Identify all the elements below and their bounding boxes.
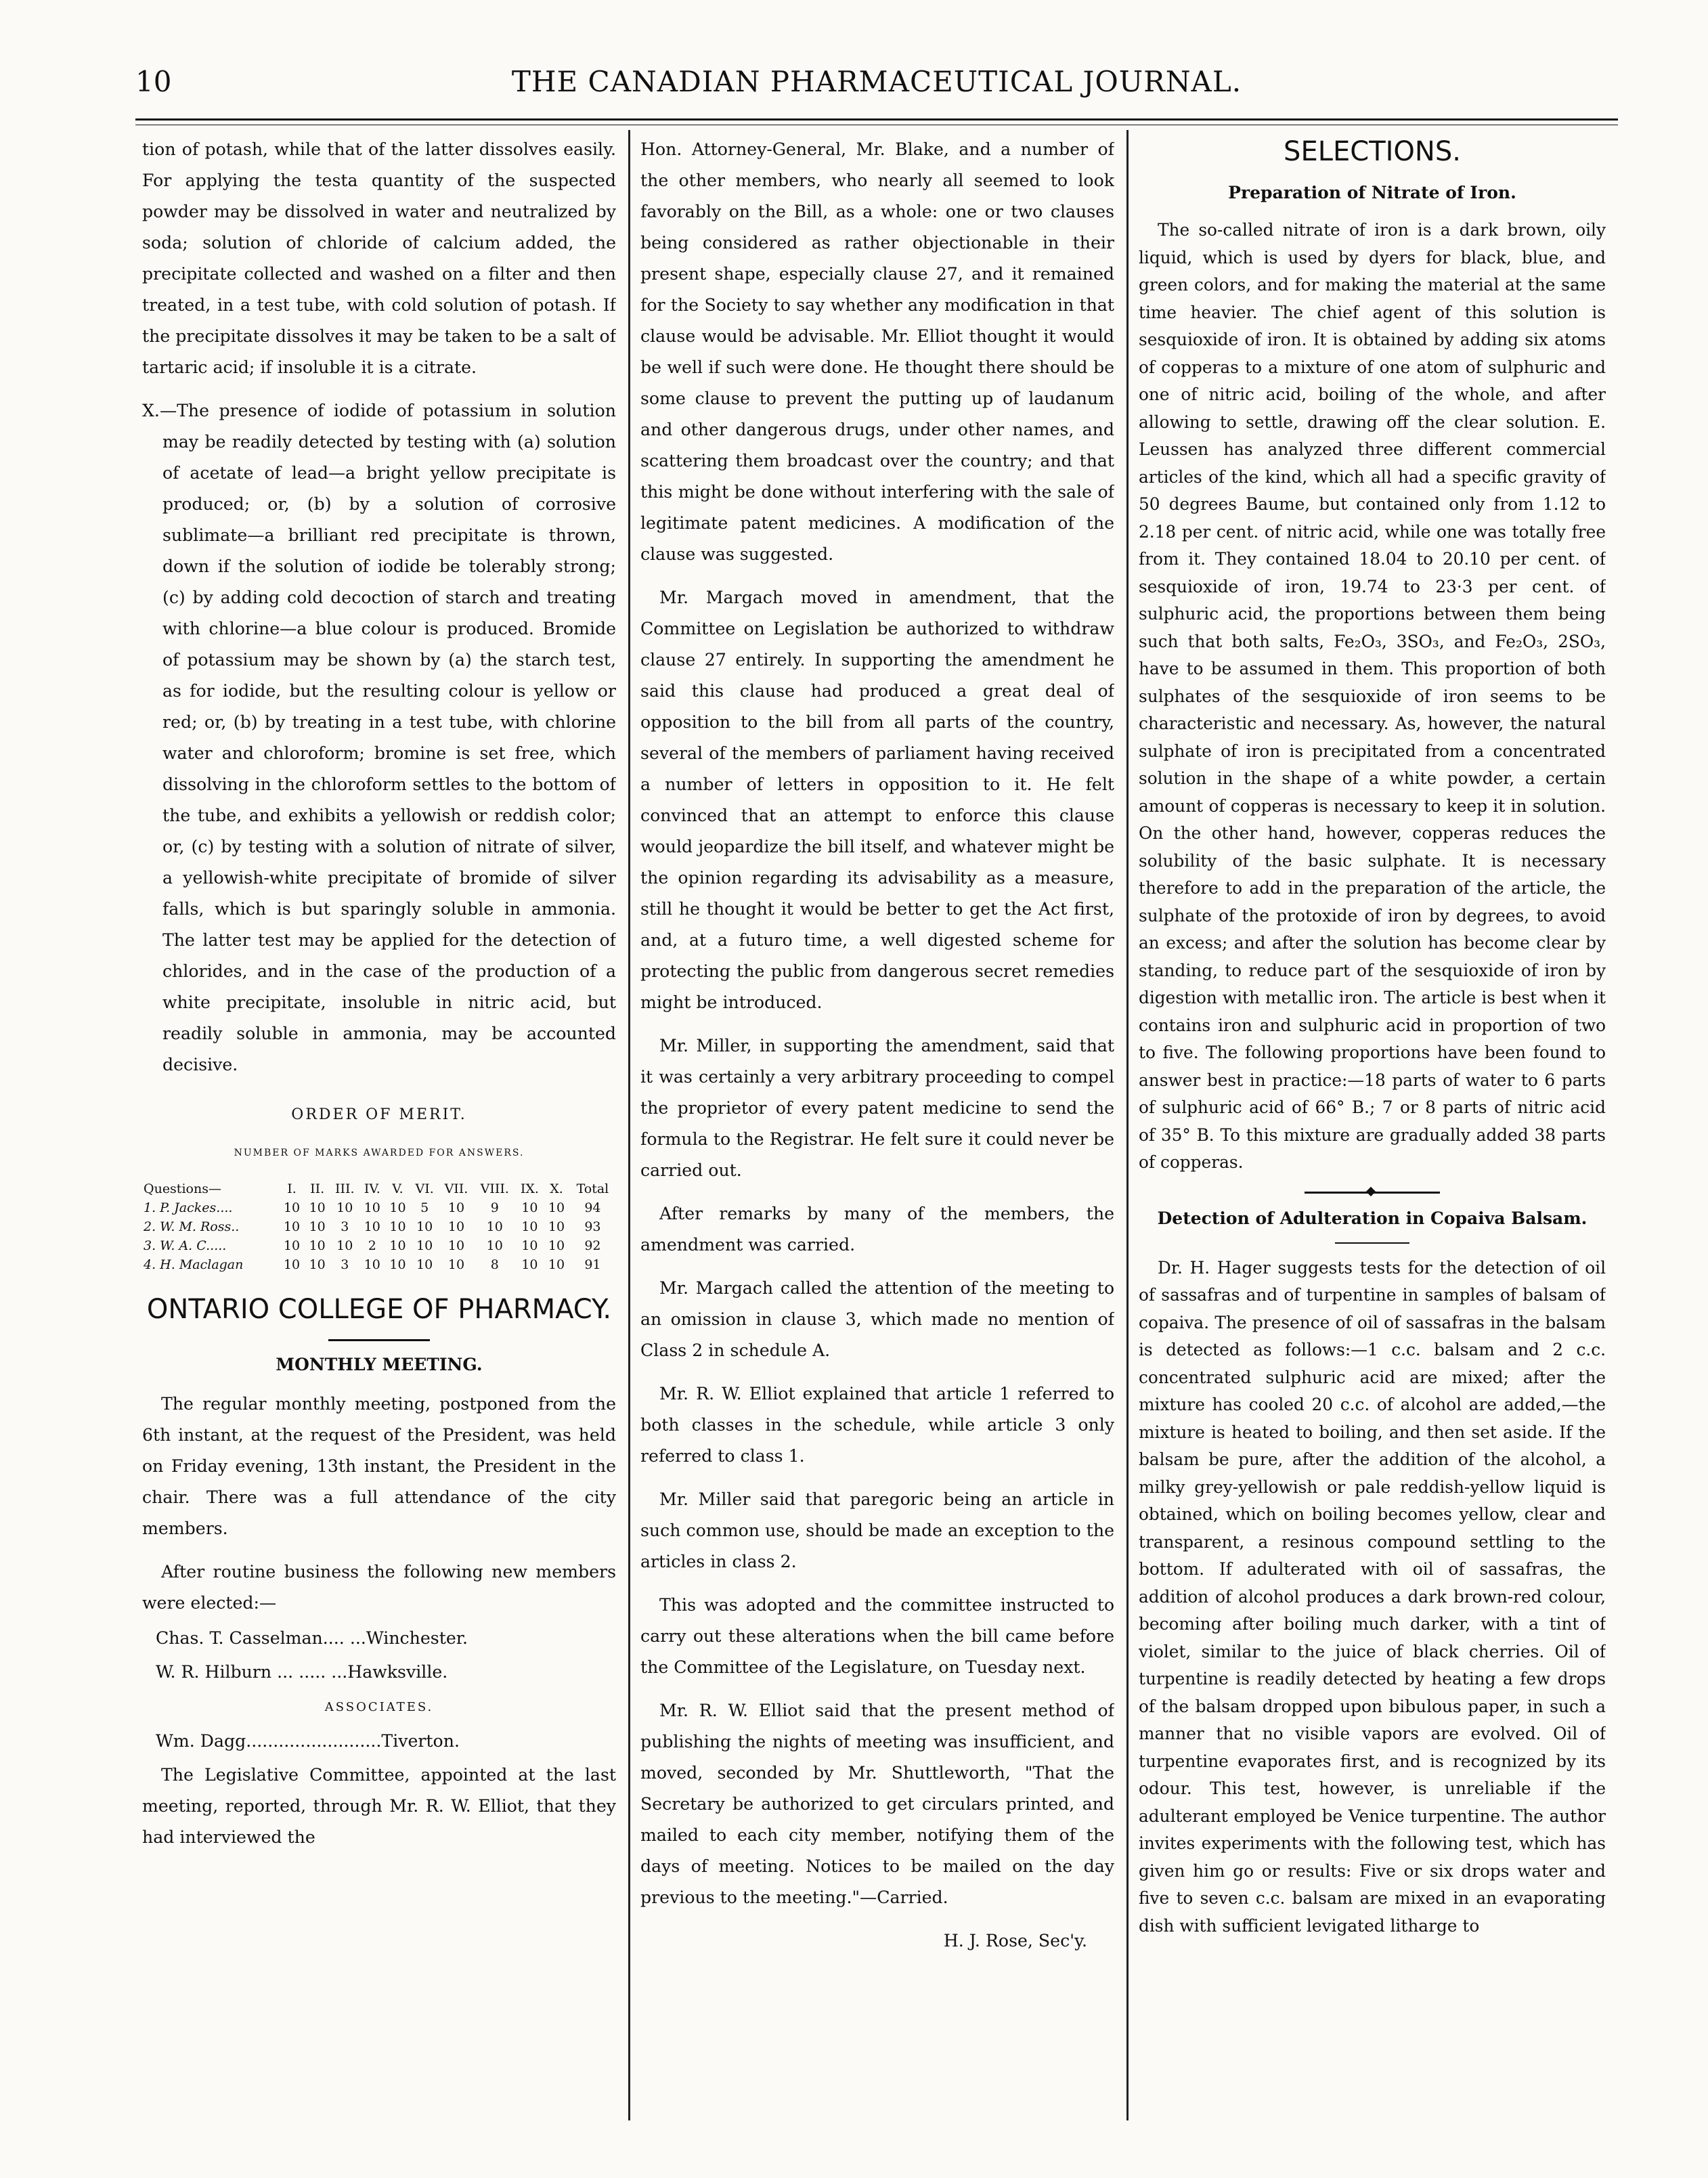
paragraph: The regular monthly meeting, postponed from the 6th instant, at the request of the President, was held on Friday evening, 13th instant, the President in the chair. There was a full attendance of the city members. (142, 1394, 616, 1538)
merit-score: 10 (521, 1200, 538, 1215)
merit-candidate: 4. H. Maclagan (144, 1257, 244, 1272)
member-name: Chas. T. Casselman.... (156, 1628, 345, 1648)
paragraph: X.—The presence of iodide of potassium in solution may be readily detected by testing with (a) solution of acetate of lead—a bright yellow precipitate is produced; or, (b) by a solution of corrosive sublimate—a brilliant red precipitate is thrown, down if the solution of iodide be tolerably strong; (c) by adding cold decoction of starch and treating with chlorine—a blue colour is produced. Bromide of potassium may be shown by (a) the starch test, as for iodide, but the resulting colour is yellow or red; or, (b) by treating in a test tube, with chlorine water and chloroform; bromine is set free, which dissolving in the chloroform settles to the bottom of the tube, and exhibits a yellowish or reddish color; or, (c) by testing with a solution of nitrate of silver, a yellowish-white precipitate of bromide of silver falls, which is but sparingly soluble in ammonia. The latter test may be applied for the detection of chlorides, and in the case of the production of a white precipitate, insoluble in nitric acid, but readily soluble in ammonia, may be accounted decisive. (142, 401, 616, 1074)
merit-score: 5 (420, 1200, 429, 1215)
college-heading: ONTARIO COLLEGE OF PHARMACY. (146, 1294, 612, 1325)
paragraph: Mr. R. W. Elliot said that the present method of publishing the nights of meeting was insufficient, and moved, seconded by Mr. Shuttleworth, "That the Secretary be authorized to get circulars printed, and mailed to each city member, notifying them of the days of meeting. Notices to be mailed on the day previous to the meeting."—Carried. (640, 1701, 1114, 1907)
header-rule-top (135, 118, 1618, 121)
member-entry (156, 1623, 616, 1654)
associate-place: Tiverton. (381, 1731, 460, 1751)
member-name: W. R. Hilburn ... ..... (156, 1662, 326, 1682)
merit-header-cell: III. (334, 1181, 355, 1196)
paragraph: After remarks by many of the members, the amendment was carried. (640, 1204, 1114, 1255)
merit-candidate: 2. W. M. Ross.. (144, 1219, 240, 1234)
column-middle (640, 134, 1114, 2151)
page-header (135, 65, 1618, 112)
article-title: Preparation of Nitrate of Iron. (1228, 183, 1516, 202)
merit-score: 10 (548, 1257, 565, 1272)
paragraph: tion of potash, while that of the latter dissolves easily. For applying the testa quantity of the suspected powder may be dissolved in water and neutralized by soda; solution of chloride of calcium added, the precipitate collected and washed on a filter and then treated, in a test tube, with cold solution of potash. If the precipitate dissolves it may be taken to be a salt of tartaric acid; if insoluble it is a citrate. (142, 139, 616, 377)
merit-score: 10 (309, 1257, 326, 1272)
merit-header-cell: II. (310, 1181, 325, 1196)
merit-score: 10 (447, 1238, 465, 1253)
merit-score: 10 (336, 1200, 353, 1215)
merit-title: ORDER OF MERIT. (291, 1106, 467, 1123)
merit-score: 10 (364, 1257, 380, 1272)
journal-title: THE CANADIAN PHARMACEUTICAL JOURNAL. (511, 65, 1242, 98)
merit-row (142, 1236, 616, 1255)
paragraph: The Legislative Committee, appointed at the last meeting, reported, through Mr. R. W. Elliot, that they had interviewed the (142, 1765, 616, 1847)
merit-score: 3 (341, 1219, 349, 1234)
merit-score: 10 (521, 1219, 538, 1234)
article-title: Detection of Adulteration in Copaiva Balsam. (1157, 1208, 1587, 1228)
merit-score: 10 (447, 1219, 465, 1234)
merit-score: 3 (341, 1257, 349, 1272)
merit-score: 94 (584, 1200, 601, 1215)
merit-header-cell: V. (392, 1181, 403, 1196)
merit-score: 10 (309, 1219, 326, 1234)
merit-candidate: 3. W. A. C..... (144, 1238, 227, 1253)
merit-score: 10 (548, 1200, 565, 1215)
column-left (142, 134, 616, 2151)
merit-table (142, 1179, 616, 1274)
merit-score: 10 (389, 1238, 406, 1253)
merit-row (142, 1198, 616, 1217)
merit-score: 10 (364, 1219, 380, 1234)
merit-header-cell: I. (287, 1181, 297, 1196)
merit-score: 91 (584, 1257, 601, 1272)
merit-header-cell: Questions— (144, 1181, 221, 1196)
merit-score: 10 (389, 1257, 406, 1272)
merit-score: 92 (584, 1238, 601, 1253)
merit-score: 10 (309, 1200, 326, 1215)
divider (328, 1339, 430, 1341)
page-number: 10 (135, 65, 172, 98)
merit-score: 10 (389, 1219, 406, 1234)
merit-score: 10 (416, 1238, 433, 1253)
merit-score: 10 (548, 1238, 565, 1253)
merit-row (142, 1255, 616, 1274)
merit-header-cell: IX. (520, 1181, 539, 1196)
member-place: ...Winchester. (349, 1628, 468, 1648)
merit-score: 8 (490, 1257, 499, 1272)
column-divider-2 (1126, 130, 1129, 2120)
merit-header-cell: VII. (444, 1181, 468, 1196)
merit-score: 10 (447, 1200, 465, 1215)
paragraph: Mr. Margach called the attention of the meeting to an omission in clause 3, which made no mention of Class 2 in schedule A. (640, 1278, 1114, 1360)
merit-subtitle: NUMBER OF MARKS AWARDED FOR ANSWERS. (234, 1148, 525, 1158)
merit-score: 10 (416, 1219, 433, 1234)
column-right (1139, 134, 1606, 2151)
paragraph: Hon. Attorney-General, Mr. Blake, and a number of the other members, who nearly all seemed to look favorably on the Bill, as a whole: one or two clauses being considered as rather objectionable in their present shape, especially clause 27, and it remained for the Society to say whether any modification in that clause would be advisable. Mr. Elliot thought it would be well if such were done. He thought there should be some clause to prevent the putting up of laudanum and other dangerous drugs, under other names, and scattering them broadcast over the country; and that this might be done without interfering with the sale of legitimate patent medicines. A modification of the clause was suggested. (640, 139, 1114, 564)
merit-header-cell: X. (550, 1181, 563, 1196)
merit-score: 10 (447, 1257, 465, 1272)
merit-score: 10 (283, 1238, 301, 1253)
merit-header-cell: IV. (364, 1181, 380, 1196)
merit-row (142, 1217, 616, 1236)
paragraph: Mr. Miller said that paregoric being an article in such common use, should be made an exception to the articles in class 2. (640, 1489, 1114, 1571)
merit-score: 10 (336, 1238, 353, 1253)
merit-score: 10 (416, 1257, 433, 1272)
member-place: ...Hawksville. (331, 1662, 448, 1682)
merit-score: 9 (490, 1200, 499, 1215)
paragraph: After routine business the following new members were elected:— (142, 1562, 616, 1613)
merit-score: 10 (283, 1219, 301, 1234)
paragraph: Mr. Margach moved in amendment, that the Committee on Legislation be authorized to withdraw clause 27 entirely. In supporting the amendment he said this clause had produced a great deal of opposition to the bill from all parts of the country, several of the members of parliament having received a number of letters in opposition to it. He felt convinced that an attempt to enforce this clause would jeopardize the bill itself, and whatever might be the opinion regarding its advisability as a measure, still he thought it would be better to get the Act first, and, at a futuro time, a well digested scheme for protecting the public from dangerous secret remedies might be introduced. (640, 588, 1114, 1012)
paragraph: The so-called nitrate of iron is a dark brown, oily liquid, which is used by dyers for black, blue, and green colors, and for making the material at the same time heavier. The chief agent of this solution is sesquioxide of iron. It is obtained by adding six atoms of copperas to a mixture of one atom of sulphuric and one of nitric acid, boiling of the whole, and after allowing to settle, drawing off the clear solution. E. Leussen has analyzed three different commercial articles of the kind, which all had a specific gravity of 50 degrees Baume, but contained only from 1.12 to 2.18 per cent. of nitric acid, while one was totally free from it. They contained 18.04 to 20.10 per cent. of sesquioxide of iron, 19.74 to 23·3 per cent. of sulphuric acid, the proportions between them being such that both salts, Fe₂O₃, 3SO₃, and Fe₂O₃, 2SO₃, have to be assumed in them. This proportion of both sulphates of the sesquioxide of iron seems to be characteristic and necessary. As, however, the natural sulphate of iron is precipitated from a concentrated solution in the shape of a white powder, a certain amount of copperas is necessary to keep it in solution. On the other hand, however, copperas reduces the solubility of the basic sulphate. It is necessary therefore to add in the preparation of the article, the sulphate of the protoxide of iron by degrees, to avoid an excess; and after the solution has become clear by standing, to reduce part of the sesquioxide of iron by digestion with metallic iron. The article is best when it contains iron and sulphuric acid in proportion of two to five. The following proportions have been found to answer best in practice:—18 parts of water to 6 parts of sulphuric acid of 66° B.; 7 or 8 parts of nitric acid of 35° B. To this mixture are gradually added 38 parts of copperas. (1139, 220, 1606, 1172)
merit-score: 10 (389, 1200, 406, 1215)
ornament-divider (1305, 1192, 1440, 1194)
merit-score: 10 (521, 1238, 538, 1253)
associate-entry (156, 1726, 616, 1757)
meeting-heading: MONTHLY MEETING. (276, 1355, 483, 1374)
merit-header-cell: VIII. (480, 1181, 509, 1196)
associates-label: ASSOCIATES. (324, 1700, 434, 1714)
merit-score: 10 (283, 1200, 301, 1215)
member-entry (156, 1657, 616, 1688)
secretary-signature: H. J. Rose, Sec'y. (943, 1931, 1087, 1951)
paragraph: This was adopted and the committee instructed to carry out these alterations when the bill came before the Committee of the Legislature, on Tuesday next. (640, 1595, 1114, 1677)
paragraph: Dr. H. Hager suggests tests for the detection of oil of sassafras and of turpentine in samples of balsam of copaiva. The presence of oil of sassafras in the balsam is detected as follows:—1 c.c. balsam and 2 c.c. concentrated sulphuric acid are mixed; after the mixture has cooled 20 c.c. of alcohol are added,—the mixture is heated to boiling, and then set aside. If the balsam be pure, after the addition of the alcohol, a milky grey-yellowish or pale reddish-yellow liquid is obtained, which on boiling becomes yellow, clear and transparent, a resinous compound settling to the bottom. If adulterated with oil of sassafras, the addition of alcohol produces a dark brown-red colour, becoming after boiling much darker, with a tint of violet, similar to the juice of black cherries. Oil of turpentine is readily detected by heating a few drops of the balsam dropped upon bibulous paper, in such a manner that no visible vapors are evolved. Oil of turpentine evaporates first, and is recognized by its odour. This test, however, is unreliable if the adulterant employed be Venice turpentine. The author invites experiments with the following test, which has given him go or results: Five or six drops water and five to seven c.c. balsam are mixed in an evaporating dish with sufficient levigated litharge to (1139, 1257, 1606, 1936)
paragraph: Mr. Miller, in supporting the amendment, said that it was certainly a very arbitrary proceeding to compel the proprietor of every patent medicine to send the formula to the Registrar. He felt sure it could never be carried out. (640, 1036, 1114, 1180)
merit-score: 2 (368, 1238, 376, 1253)
merit-header-cell: VI. (415, 1181, 434, 1196)
merit-score: 10 (309, 1238, 326, 1253)
merit-score: 10 (364, 1200, 380, 1215)
merit-header-cell: Total (576, 1181, 609, 1196)
paragraph: Mr. R. W. Elliot explained that article 1 referred to both classes in the schedule, while article 3 only referred to class 1. (640, 1384, 1114, 1466)
merit-score: 10 (486, 1219, 503, 1234)
merit-header-row (142, 1179, 616, 1198)
merit-score: 10 (521, 1257, 538, 1272)
column-divider-1 (628, 130, 630, 2120)
selections-heading: SELECTIONS. (1284, 136, 1461, 167)
merit-score: 10 (283, 1257, 301, 1272)
divider (1335, 1242, 1409, 1244)
merit-score: 93 (584, 1219, 601, 1234)
merit-candidate: 1. P. Jackes.... (144, 1200, 233, 1215)
merit-score: 10 (486, 1238, 503, 1253)
associate-name: Wm. Dagg......................... (156, 1731, 382, 1751)
merit-score: 10 (548, 1219, 565, 1234)
